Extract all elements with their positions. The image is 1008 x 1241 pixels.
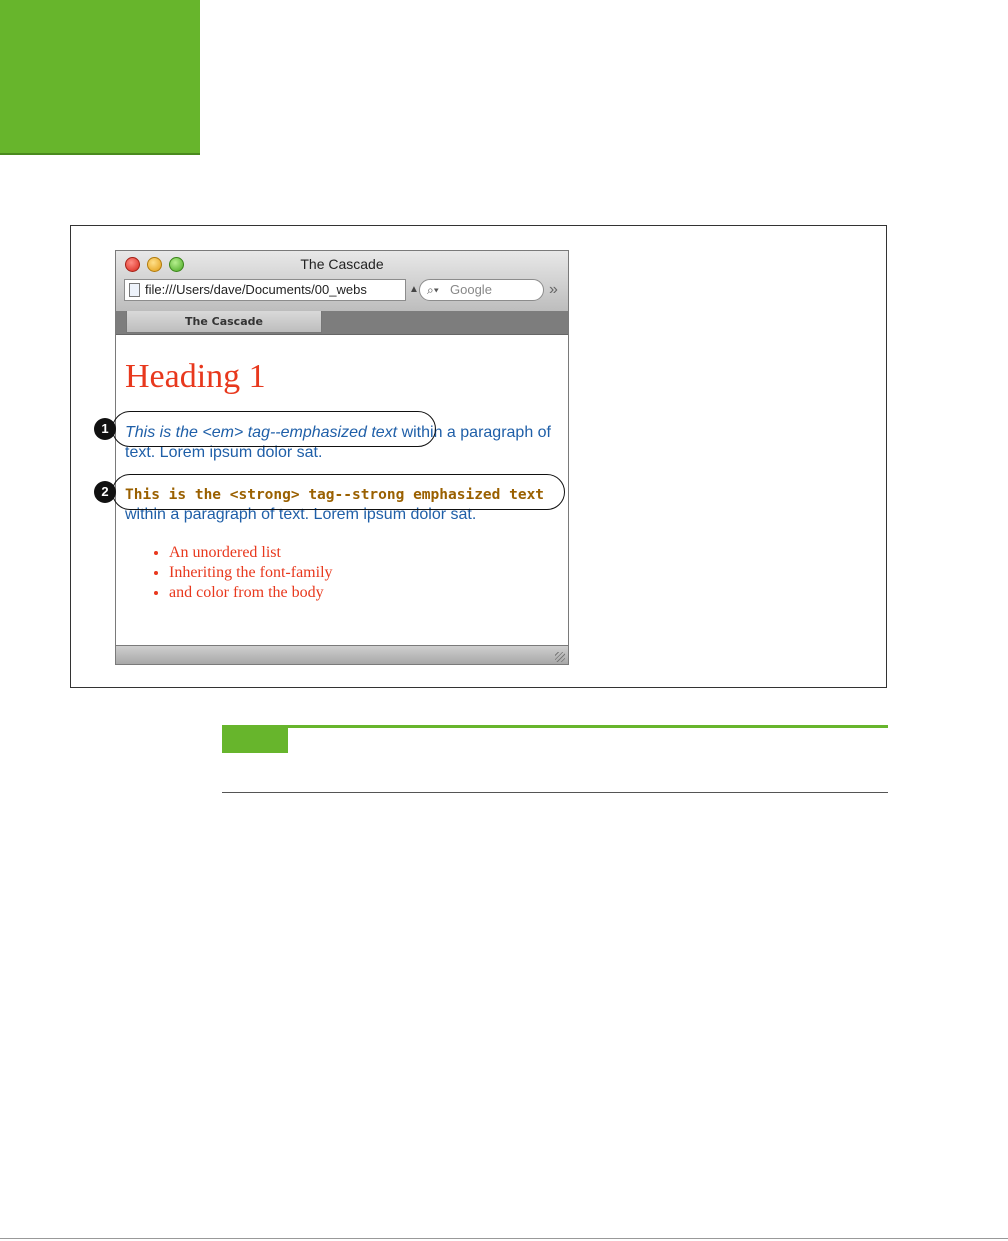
list-item: • and color from the body <box>169 583 333 603</box>
chapter-tab-block <box>0 0 200 153</box>
search-icon: ⌕▾ <box>427 283 439 297</box>
list-item: • An unordered list <box>169 543 333 563</box>
chapter-tab-rule <box>0 153 200 155</box>
tip-tab <box>222 728 288 753</box>
page-bottom-rule <box>0 1238 1008 1239</box>
address-bar[interactable] <box>124 279 406 301</box>
callout-oval-em <box>112 411 436 447</box>
tab-the-cascade[interactable]: The Cascade <box>126 311 322 333</box>
tab-strip <box>116 311 568 335</box>
status-bar <box>116 645 568 664</box>
search-placeholder: Google <box>450 282 492 297</box>
search-field[interactable] <box>419 279 544 301</box>
strong-text: This is the <strong> tag--strong emphasized text <box>125 487 545 503</box>
address-text: file:///Users/dave/Documents/00_webs <box>145 282 367 297</box>
paragraph-strong-rest: within a paragraph of text. Lorem ipsum dolor sat. <box>125 506 477 523</box>
page-heading: Heading 1 <box>125 358 266 395</box>
caret-up-icon[interactable]: ▲ <box>409 284 419 295</box>
em-text: This is the <em> tag--emphasized text <box>125 424 398 441</box>
tip-rule <box>222 725 888 728</box>
chevron-double-right-icon[interactable]: » <box>549 281 558 298</box>
callout-oval-strong <box>112 474 565 510</box>
list-item: • Inheriting the font-family <box>169 563 333 583</box>
title-bar <box>116 251 568 312</box>
callout-number-2: 2 <box>94 481 116 503</box>
browser-window <box>115 250 569 665</box>
tip-bottom-rule <box>222 792 888 793</box>
resize-grip-icon[interactable] <box>555 652 565 662</box>
page-icon <box>129 283 140 297</box>
unordered-list <box>149 543 333 603</box>
callout-number-1: 1 <box>94 418 116 440</box>
paragraph-em-rest: within a paragraph of text. Lorem ipsum dolor sat. <box>125 424 551 461</box>
window-title: The Cascade <box>300 256 384 272</box>
